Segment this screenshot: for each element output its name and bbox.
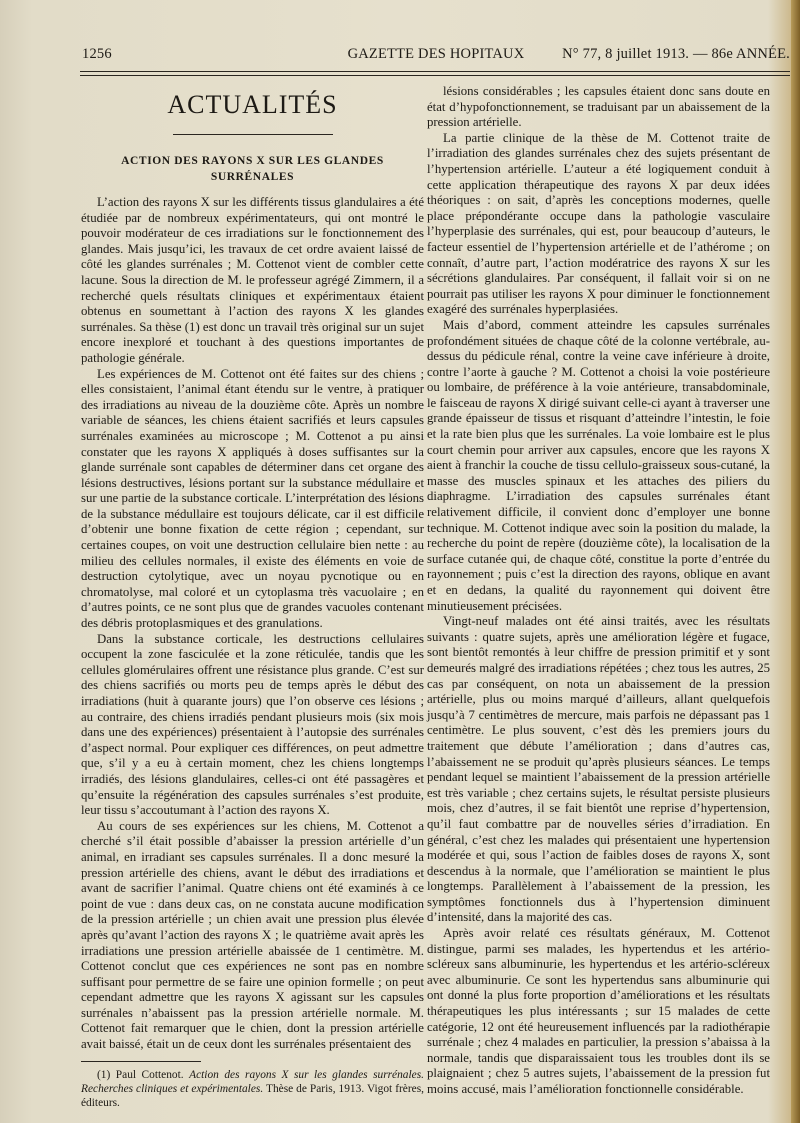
right-column <box>427 84 770 1098</box>
paragraph: L’action des rayons X sur les différents tissus glandulaires a été étudiée par de nombreux expérimentateurs, qui ont montré le pouvoir modérateur de ces irradiations sur le fonctionnement des glandes. Mais jusqu’ici, les travaux de cet ordre avaient laissé de côté les glandes surrénales ; M. Cottenot vient de combler cette lacune. Sous la direction de M. le professeur agrégé Zimmern, il a recherché quels résultats cliniques et expérimentaux étaient obtenus en soumettant à l’action des rayons X les glandes surrénales. Sa thèse (1) est donc un travail très original sur un sujet encore inexploré et touchant à des questions importantes de pathologie générale. <box>81 195 424 365</box>
paragraph: Après avoir relaté ces résultats généraux, M. Cottenot distingue, parmi ses malades, les hypertendus et les artério-scléreux sans albuminurie, les hypertendus et les artério-scléreux avec albuminurie. Ce sont les hypertendus sans albuminurie qui ont donné la plus forte proportion d’améliorations et les résultats thérapeutiques les plus intéressants ; sur 15 malades de cette catégorie, 12 ont été heureusement influencés par la radiothérapie surrénale ; chez 4 malades en particulier, la pression s’abaissa à la normale, tandis que disparaissaient tous les troubles dont ils se plaignaient ; chez 5 autres sujets, l’abaissement de la pression fut moins accusé, mais l’amélioration fonctionnelle considérable. <box>427 926 770 1096</box>
page-header <box>82 46 790 70</box>
issue-line: N° 77, 8 juillet 1913. — 86e ANNÉE. <box>562 46 790 62</box>
left-column <box>81 84 424 1110</box>
paragraph: Au cours de ses expériences sur les chiens, M. Cottenot a cherché s’il était possible d’abaisser la pression artérielle d’un animal, en irradiant ses capsules surrénales. Il a donc mesuré la pression artérielle des chiens, avant le début des irradiations et avant de sacrifier l’animal. Quatre chiens ont été examinés à ce point de vue : dans deux cas, on ne constata aucune modification de la pression artérielle ; un chien avait une pression plus élevée après qu’avant l’action des rayons X ; le quatrième avait après les irradiations une pression artérielle abaissée de 1 centimètre. M. Cottenot conclut que ces expériences ne sont pas en nombre suffisant pour permettre de se faire une opinion formelle ; on peut cependant admettre que les rayons X agissant sur les capsules surrénales n’abaissent pas la pression artérielle normale. M. Cottenot fait remarquer que le chien, dont la pression artérielle avait baissé, était un de ceux dont les surrénales présentaient des <box>81 818 424 1052</box>
paragraph: lésions considérables ; les capsules étaient donc sans doute en état d’hypofonctionnement, se traduisant par un abaissement de la pression artérielle. <box>427 84 770 130</box>
footnote-publisher: Thèse de Paris, 1913. Vigot frères, éditeurs. <box>81 1082 424 1110</box>
section-title: ACTUALITÉS <box>167 90 338 119</box>
header-rule-top <box>80 71 790 72</box>
article-title: ACTION DES RAYONS X SUR LES GLANDES SURRÉNALES <box>121 155 384 183</box>
footnote-author: Paul Cottenot. <box>115 1068 184 1081</box>
section-divider <box>173 134 333 135</box>
paragraph: Vingt-neuf malades ont été ainsi traités, avec les résultats suivants : quatre sujets, après une amélioration légère et fugace, sont bientôt remontés à leur chiffre de pression primitif et y sont demeurés malgré des irradiations répétées ; chez tous les autres, 25 cas par conséquent, on nota un abaissement de la pression artérielle, plus ou moins marqué d’ailleurs, allant quelquefois jusqu’à 7 centimètres de mercure, mais parfois ne dépassant pas 1 centimètre. Le plus souvent, c’est dès les premiers jours du traitement que débute l’amélioration ; dans d’autres cas, l’abaissement ne se produit qu’après plusieurs séances. Le temps pendant lequel se maintient l’abaissement de la pression artérielle est très variable ; chez certains sujets, le résultat persiste plusieurs mois, chez d’autres, il se fait bientôt une reprise d’hypertension, qu’il faut combattre par de nouvelles séries d’irradiation. En général, c’est chez les malades qui présentaient une hypertension modérée et qui, sous l’action de faibles doses de rayons X, sont descendus à la normale, que l’amélioration se maintient le plus longtemps. Parallèlement à l’abaissement de la pression, les symptômes fonctionnels dus à l’hypertension diminuent d’intensité, dans la majorité des cas. <box>427 614 770 925</box>
journal-title: GAZETTE DES HOPITAUX <box>347 46 525 62</box>
paragraph: Dans la substance corticale, les destructions cellulaires occupent la zone fasciculée et la zone réticulée, tandis que les cellules glomérulaires offrent une résistance plus grande. C’est sur des chiens sacrifiés ou morts peu de temps après le début des irradiations (huit à quarante jours) que l’on observe ces lésions ; au contraire, des chiens irradiés pendant plusieurs mois (six mois dans une des expériences) présentaient à l’autopsie des surrénales d’aspect normal. Pour expliquer ces différences, on peut admettre que, s’il y a eu à certain moment, chez les chiens longtemps irradiés, des lésions glandulaires, celles-ci ont été passagères et qu’ensuite la régénération des capsules surrénales s’est produite, leur tissu s’accoutumant à l’action des rayons X. <box>81 631 424 818</box>
footnote-divider <box>81 1061 201 1062</box>
paragraph: Mais d’abord, comment atteindre les capsules surrénales profondément situées de chaque côté de la colonne vertébrale, au-dessus du pédicule rénal, contre la veine cave inférieure à droite, contre l’aorte à gauche ? M. Cottenot a choisi la voie postérieure ou lombaire, de préférence à la voie antérieure, transabdominale, le faisceau de rayons X dirigé suivant celle-ci ayant à traverser une grande épaisseur de tissus et risquant d’atteindre l’intestin, le foie et la rate bien plus que les surrénales. La voie lombaire est le plus court chemin pour arriver aux capsules, encore que les rayons X aient à franchir la couche de tissu cellulo-graisseux sous-cutané, la masse des muscles spinaux et les attaches des piliers du diaphragme. L’irradiation des capsules surrénales étant relativement difficile, il convient donc d’employer une bonne technique. M. Cottenot indique avec soin la position du malade, la recherche du point de repère (douzième côte), la localisation de la surface cutanée qui, de chaque côté, constitue la porte d’entrée du rayonnement ; puis c’est la direction des rayons, oblique en avant et en dedans, la qualité du rayonnement qui doivent être minutieusement précisées. <box>427 317 770 613</box>
page-edge <box>791 0 800 1123</box>
page-number: 1256 <box>82 46 112 62</box>
paragraph: La partie clinique de la thèse de M. Cottenot traite de l’irradiation des glandes surrénales chez des sujets présentant de l’hypertension artérielle. L’auteur a été logiquement conduit à cette application thérapeutique des rayons X par deux idées théoriques : on sait, d’après les conceptions modernes, quelle place prépondérante occupe dans la pathologie vasculaire l’hyperplasie des surrénales, qui est, pour beaucoup d’auteurs, le facteur essentiel de l’hypertension artérielle et de l’athérome ; on connaît, d’autre part, l’action modératrice des rayons X sur les sécrétions glandulaires. Par conséquent, il fallait voir si on ne pourrait pas utiliser les rayons X pour diminuer le fonctionnement exagéré des surrénales hyperplasiées. <box>427 130 770 317</box>
right-body <box>427 84 770 1098</box>
footnote <box>81 1068 424 1111</box>
footnote-number: (1) <box>97 1068 111 1081</box>
paragraph: Les expériences de M. Cottenot ont été faites sur des chiens ; elles consistaient, l’animal étant étendu sur le ventre, à pratiquer des irradiations au niveau de la douzième côte. Après un nombre variable de séances, les chiens étaient sacrifiés et leurs capsules surrénales examinées au microscope ; M. Cottenot a pu ainsi constater que les rayons X appliqués à doses suffisantes sur la glande surrénale sont capables de déterminer dans cet organe des lésions destructives, lésions portant sur la substance médullaire et sur une partie de la substance corticale. L’interprétation des lésions de la substance médullaire est toujours délicate, car il est difficile d’obtenir une bonne fixation de cette région ; cependant, sur certaines coupes, on voit une destruction cellulaire bien nette : au milieu des cellules normales, il existe des éléments en voie de destruction cytolytique, avec un noyau pycnotique ou en chromatolyse, mal coloré et un cytoplasma très vacuolaire ; en d’autres points, ce ne sont plus que de grandes vacuoles contenant des débris protoplasmiques et des granulations. <box>81 366 424 631</box>
header-rule-bottom <box>80 75 790 76</box>
left-body <box>81 195 424 1053</box>
footnote-title: Action des rayons X sur les glandes surrénales. Recherches cliniques et expérimentales. <box>81 1068 425 1095</box>
